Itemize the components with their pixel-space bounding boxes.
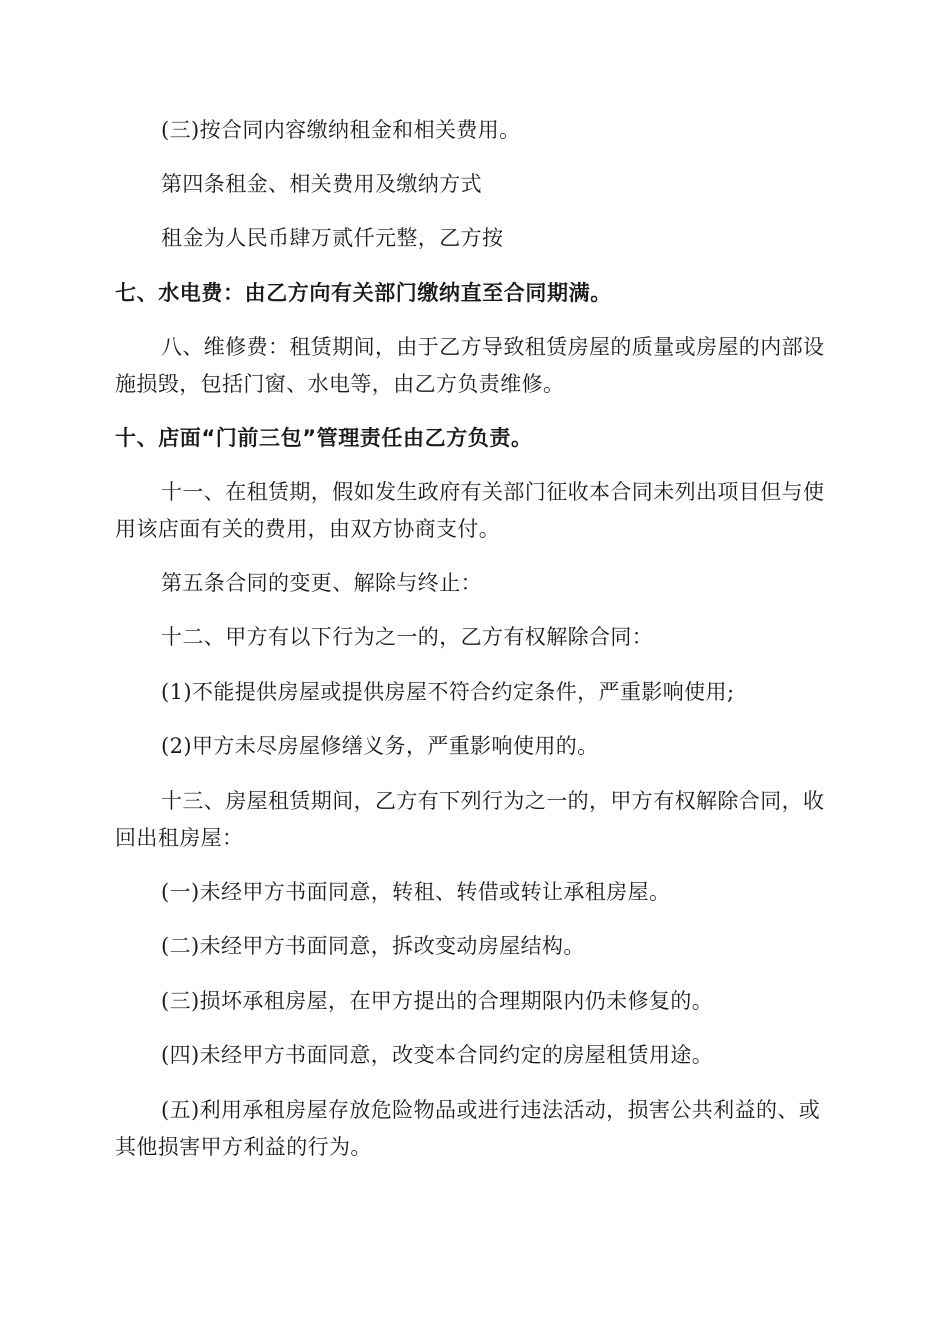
clause-seven-utilities: 七、水电费：由乙方向有关部门缴纳直至合同期满。 [115,281,612,305]
clause-thirteen-item-5: (五)利用承租房屋存放危险物品或进行违法活动，损害公共利益的、或其他损害甲方利益的行为。 [115,1098,821,1159]
clause-thirteen-item-1: (一)未经甲方书面同意，转租、转借或转让承租房屋。 [161,880,671,904]
heading-article-five: 第五条合同的变更、解除与终止： [161,571,482,595]
heading-article-four: 第四条租金、相关费用及缴纳方式 [161,172,482,196]
clause-twelve-item-2: (2)甲方未尽房屋修缮义务，严重影响使用的。 [161,734,599,758]
clause-thirteen-item-2: (二)未经甲方书面同意，拆改变动房屋结构。 [161,934,585,958]
clause-eleven-fees: 十一、在租赁期，假如发生政府有关部门征收本合同未列出项目但与使用该店面有关的费用，由双方协商支付。 [115,480,825,541]
clause-eight-maintenance: 八、维修费：租赁期间，由于乙方导致租赁房屋的质量或房屋的内部设施损毁，包括门窗、水电等，由乙方负责维修。 [115,335,825,396]
clause-thirteen-item-3: (三)损坏承租房屋，在甲方提出的合理期限内仍未修复的。 [161,989,714,1013]
clause-twelve-item-1: (1)不能提供房屋或提供房屋不符合约定条件，严重影响使用; [161,680,735,704]
clause-thirteen-item-4: (四)未经甲方书面同意，改变本合同约定的房屋租赁用途。 [161,1043,714,1067]
clause-twelve: 十二、甲方有以下行为之一的，乙方有权解除合同： [161,625,654,649]
paragraph-fee-payment: (三)按合同内容缴纳租金和相关费用。 [161,118,521,142]
clause-thirteen: 十三、房屋租赁期间，乙方有下列行为之一的，甲方有权解除合同，收回出租房屋： [115,789,825,850]
clause-ten-storefront: 十、店面“门前三包”管理责任由乙方负责。 [115,426,533,450]
paragraph-rent-amount: 租金为人民币肆万贰仟元整，乙方按 [161,226,504,250]
